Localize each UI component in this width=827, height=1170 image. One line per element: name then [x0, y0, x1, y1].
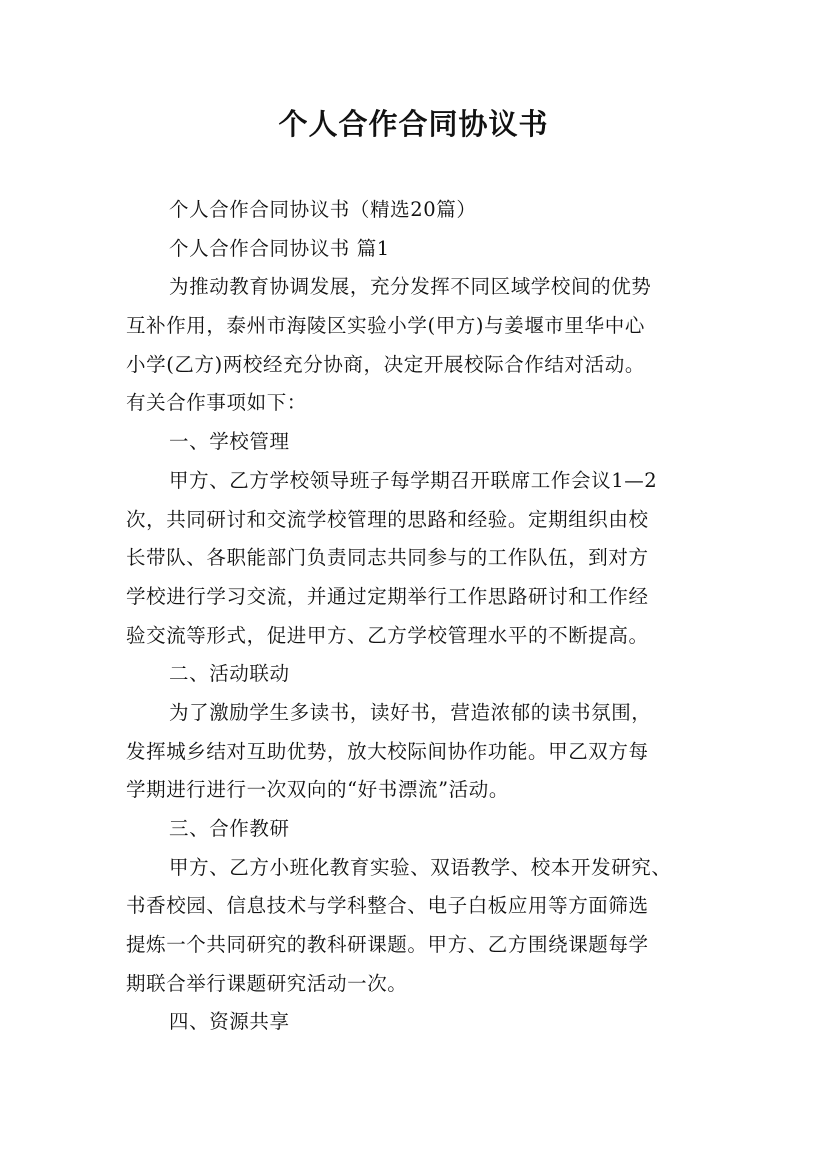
text-line: 次，共同研讨和交流学校管理的思路和经验。定期组织由校	[126, 507, 649, 531]
document-body	[126, 191, 718, 1042]
text-line: 互补作用，泰州市海陵区实验小学(甲方)与姜堰市里华中心	[126, 314, 645, 338]
text-line: 长带队、各职能部门负责同志共同参与的工作队伍，到对方	[126, 546, 649, 570]
text-line: 个人合作合同协议书 篇1	[169, 236, 390, 260]
text-line: 为推动教育协调发展，充分发挥不同区域学校间的优势	[169, 275, 652, 299]
text-line: 小学(乙方)两校经充分协商，决定开展校际合作结对活动。	[126, 352, 645, 376]
text-line: 甲方、乙方学校领导班子每学期召开联席工作会议1—2	[169, 468, 658, 492]
text-line: 学期进行进行一次双向的“好书漂流”活动。	[126, 778, 509, 802]
text-line: 甲方、乙方小班化教育实验、双语教学、校本开发研究、	[169, 855, 672, 879]
text-line: 学校进行学习交流，并通过定期举行工作思路研讨和工作经	[126, 584, 649, 608]
text-line: 提炼一个共同研究的教科研课题。甲方、乙方围绕课题每学	[126, 933, 649, 957]
text-line: 三、合作教研	[169, 817, 290, 840]
text-line: 有关合作事项如下：	[126, 391, 307, 415]
document-title: 个人合作合同协议书	[278, 107, 549, 141]
text-line: 四、资源共享	[169, 1010, 290, 1034]
text-line: 一、学校管理	[169, 430, 290, 454]
text-line: 验交流等形式，促进甲方、乙方学校管理水平的不断提高。	[126, 623, 649, 647]
text-line: 发挥城乡结对互助优势，放大校际间协作功能。甲乙双方每	[126, 739, 649, 763]
text-line: 二、活动联动	[169, 662, 290, 686]
text-line: 书香校园、信息技术与学科整合、电子白板应用等方面筛选	[126, 894, 649, 918]
text-line: 为了激励学生多读书，读好书，营造浓郁的读书氛围，	[169, 700, 652, 724]
text-line: 个人合作合同协议书（精选20篇）	[169, 198, 477, 221]
text-line: 期联合举行课题研究活动一次。	[126, 971, 408, 995]
